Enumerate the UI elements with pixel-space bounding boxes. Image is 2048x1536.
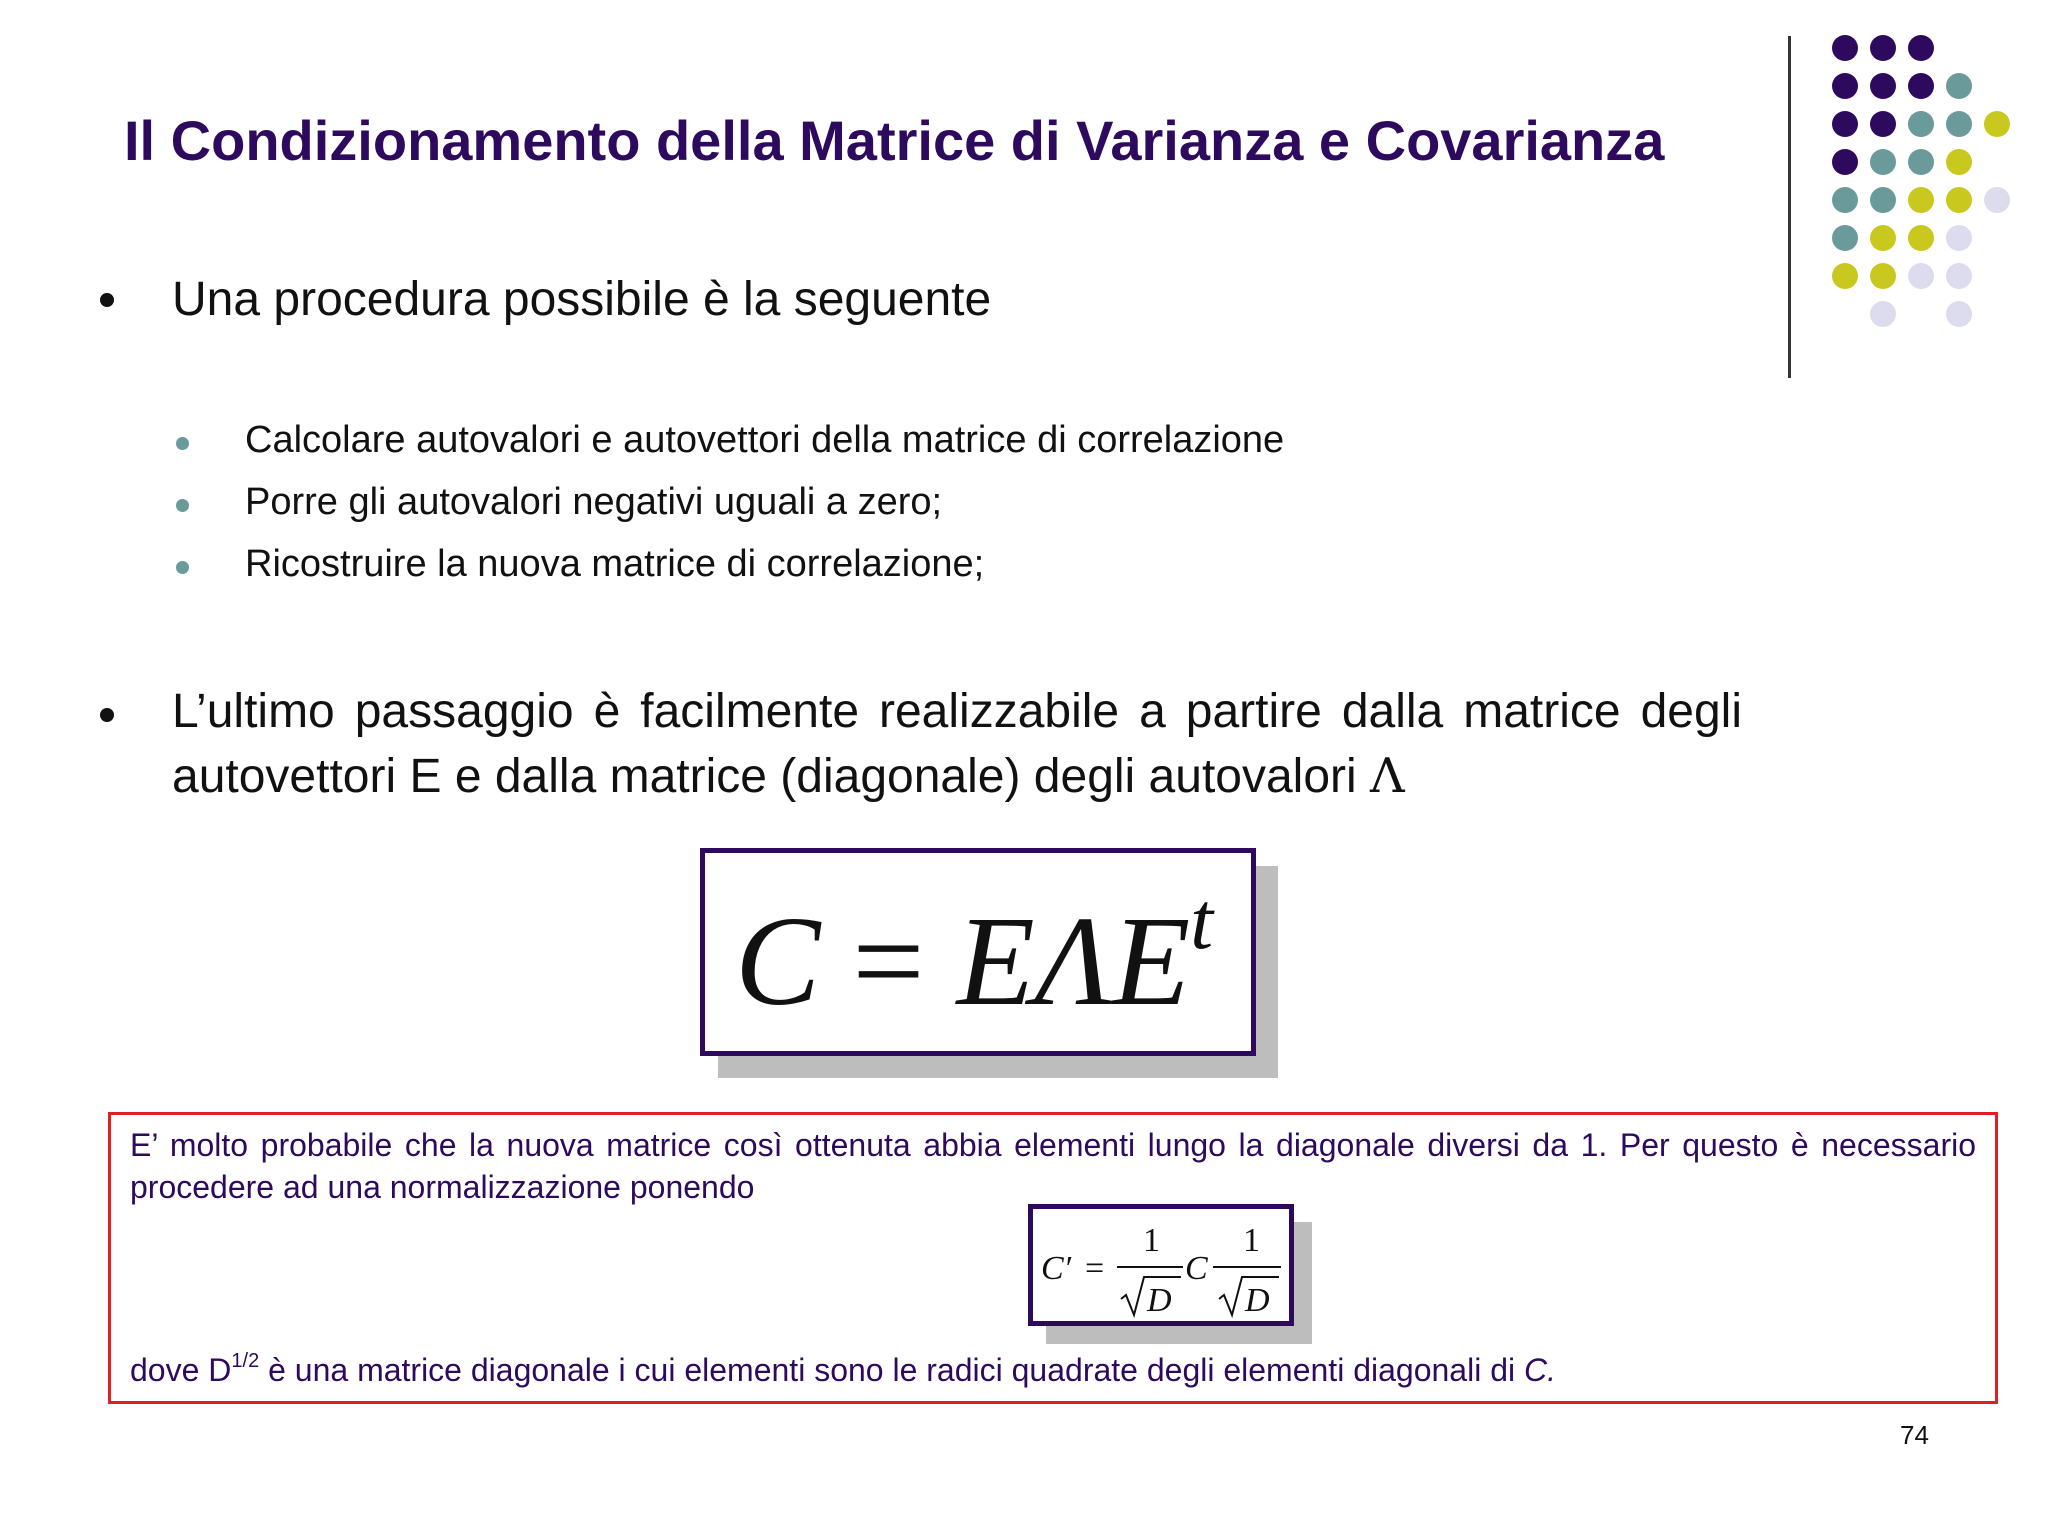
formula-c: C (1185, 1250, 1208, 1287)
decorative-dot (1870, 225, 1896, 251)
decorative-dot (1832, 111, 1858, 137)
decorative-dot (1908, 111, 1934, 137)
note-footer-superscript: 1/2 (231, 1350, 260, 1373)
decorative-dot (1870, 149, 1896, 175)
normalization-formula-box (1028, 1204, 1294, 1326)
sub-bullet-dot (176, 437, 189, 450)
decorative-dot (1984, 111, 2010, 137)
decorative-dot (1832, 187, 1858, 213)
equation-superscript: t (1190, 875, 1214, 966)
decorative-dot (1908, 187, 1934, 213)
equation-box (700, 848, 1256, 1056)
formula-denominator-1: D (1147, 1282, 1172, 1319)
formula-numerator-1: 1 (1143, 1222, 1160, 1259)
note-footer-text: è una matrice diagonale i cui elementi sono le radici quadrate degli elementi diagonali di (259, 1352, 1524, 1388)
decorative-dot (1908, 263, 1934, 289)
note-paragraph: E’ molto probabile che la nuova matrice così ottenuta abbia elementi lungo la diagonale diversi da 1. Per questo è necessario procedere ad una normalizzazione ponendo (130, 1127, 1976, 1205)
decorative-dot (1832, 35, 1858, 61)
note-footer-c: C. (1523, 1352, 1556, 1388)
decorative-dot (1946, 263, 1972, 289)
decorative-dot (1946, 301, 1972, 327)
decorative-dot (1870, 111, 1896, 137)
decorative-dot (1870, 301, 1896, 327)
decorative-dot (1946, 149, 1972, 175)
bullet-dot (100, 293, 114, 307)
decorative-dot (1908, 73, 1934, 99)
decorative-dot (1870, 73, 1896, 99)
equation (735, 875, 1214, 1041)
decorative-dot (1832, 263, 1858, 289)
equation-equals: = (852, 890, 925, 1032)
decorative-dot (1946, 73, 1972, 99)
decorative-dot (1946, 111, 1972, 137)
decorative-dot (1870, 263, 1896, 289)
bullet-last-step (172, 680, 1742, 809)
decorative-dot (1908, 149, 1934, 175)
bullet-last-step-text: L’ultimo passaggio è facilmente realizzabile a partire dalla matrice degli autovettori E e dalla matrice (diagonale) degli autovalori (172, 685, 1742, 803)
equation-lhs: C (735, 890, 821, 1032)
decorative-dot (1832, 225, 1858, 251)
note-footer-prefix: dove D (130, 1352, 232, 1388)
sub-bullet-dot (176, 499, 189, 512)
bullet-dot (100, 708, 114, 722)
decorative-dot (1832, 73, 1858, 99)
decorative-vertical-line (1788, 36, 1791, 378)
decorative-dot (1832, 149, 1858, 175)
lambda-symbol: Λ (1370, 748, 1405, 804)
sub-item-3: Ricostruire la nuova matrice di correlazione; (245, 543, 985, 585)
decorative-dot (1984, 187, 2010, 213)
bullet-procedure: Una procedura possibile è la seguente (172, 273, 992, 326)
formula-lhs: C′ (1041, 1250, 1072, 1287)
note-footer (130, 1352, 1556, 1389)
decorative-dot (1908, 35, 1934, 61)
decorative-dot (1946, 187, 1972, 213)
normalization-formula (1033, 1209, 1289, 1321)
sub-bullet-dot (176, 561, 189, 574)
sub-item-1: Calcolare autovalori e autovettori della matrice di correlazione (245, 419, 1285, 461)
slide-title: Il Condizionamento della Matrice di Varianza e Covarianza (124, 109, 1665, 172)
decorative-dot (1946, 225, 1972, 251)
sub-item-2: Porre gli autovalori negativi uguali a zero; (245, 481, 943, 523)
decorative-dot (1870, 187, 1896, 213)
formula-numerator-2: 1 (1243, 1222, 1260, 1259)
decorative-dot (1870, 35, 1896, 61)
page-number: 74 (1900, 1420, 1929, 1450)
formula-equals: = (1085, 1250, 1105, 1287)
formula-denominator-2: D (1245, 1282, 1270, 1319)
equation-rhs: EΛE (956, 890, 1191, 1032)
decorative-dot (1908, 225, 1934, 251)
